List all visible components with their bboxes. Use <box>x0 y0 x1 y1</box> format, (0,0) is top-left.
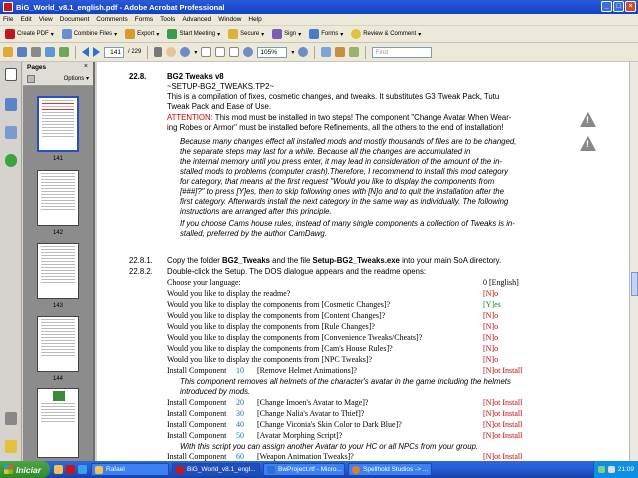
component-number: 10 <box>236 366 244 375</box>
fit-width-icon[interactable] <box>229 47 239 57</box>
menu-forms[interactable]: Forms <box>134 16 154 23</box>
attention-line: ATTENTION: This mod must be installed in two steps! The component "Change Avatar When Wear- <box>167 113 512 122</box>
setup-filename: ~SETUP-BG2_TWEAKS.TP2~ <box>167 82 275 91</box>
note-line: Because many changes effect all installed mods and mostly thousands of files are to be changed, <box>180 137 517 146</box>
dos-answer: [N]ot Install <box>483 452 523 461</box>
dos-answer: [N]o <box>483 355 499 364</box>
menu-help[interactable]: Help <box>248 16 262 23</box>
page-thumbnail-label: 142 <box>52 230 63 236</box>
export-button[interactable]: Export ▾ <box>123 28 161 40</box>
previous-page-icon[interactable] <box>82 47 89 57</box>
component-name: [Remove Helmet Animations]? <box>257 366 357 375</box>
dos-question: Would you like to display the components from [Cosmetic Changes]? <box>167 300 391 309</box>
zoom-in-icon[interactable] <box>298 47 308 57</box>
dos-question: Would you like to display the components from [Convenience Tweaks/Cheats]? <box>167 333 423 342</box>
page-thumbnail-label: 144 <box>52 376 63 382</box>
clock[interactable]: 21:09 <box>617 466 634 473</box>
dos-answer: [N]ot Install <box>483 398 523 407</box>
save-icon[interactable] <box>17 47 27 57</box>
meeting-icon <box>167 29 177 39</box>
dos-question: Would you like to display the components from [Content Changes]? <box>167 311 386 320</box>
page-options-icon[interactable] <box>27 75 35 83</box>
combine-files-button[interactable]: Combine Files ▾ <box>60 28 119 40</box>
vertical-scrollbar[interactable] <box>629 62 638 461</box>
quick-launch <box>54 465 87 474</box>
sign-button[interactable]: Sign ▾ <box>270 28 303 40</box>
dos-answer: [N]o <box>483 333 499 342</box>
start-meeting-button[interactable]: Start Meeting ▾ <box>165 28 222 40</box>
dos-answer: [N]o <box>483 311 499 320</box>
lock-icon <box>228 29 238 39</box>
menu-edit[interactable]: Edit <box>20 16 32 23</box>
email-icon[interactable] <box>45 47 55 57</box>
volume-icon[interactable] <box>608 466 615 473</box>
dos-answer: [N]ot Install <box>483 431 523 440</box>
install-label: Install Component <box>167 398 227 407</box>
dos-question: Choose your language: <box>167 278 241 287</box>
zoom-tool-icon[interactable] <box>180 47 190 57</box>
dos-question: Would you like to display the components from [NPC Tweaks]? <box>167 355 373 364</box>
windows-taskbar <box>0 461 638 478</box>
window-controls <box>601 1 636 12</box>
navigation-pane-rail <box>0 62 22 461</box>
step-text: Copy the folder BG2_Tweaks and the file Setup-BG2_Tweaks.exe into your main SoA directory. <box>167 256 502 265</box>
menu-advanced[interactable]: Advanced <box>182 16 212 23</box>
component-name: [Weapon Animation Tweaks]? <box>257 452 354 461</box>
acrobat-icon <box>176 466 184 474</box>
menu-file[interactable]: File <box>3 16 14 23</box>
component-number: 60 <box>236 452 244 461</box>
select-tool-icon[interactable] <box>154 47 162 57</box>
page-thumbnail-145[interactable] <box>37 388 79 458</box>
component-name: [Avatar Morphing Script]? <box>257 431 343 440</box>
note-line: introduced by mods. <box>180 387 251 396</box>
attachments-icon[interactable] <box>5 412 17 425</box>
install-label: Install Component <box>167 409 227 418</box>
page-total-label: / 229 <box>128 49 142 55</box>
export-icon <box>125 29 135 39</box>
step-text: Double-click the Setup. The DOS dialogue appears and the readme opens: <box>167 267 427 276</box>
taskbar-item-active[interactable]: BiG_World_v8.1_engl... <box>172 463 260 476</box>
component-number: 20 <box>236 398 244 407</box>
actual-size-icon[interactable] <box>201 47 211 57</box>
fit-page-icon[interactable] <box>215 47 225 57</box>
page-thumbnail-143[interactable] <box>37 243 79 299</box>
note-line: If you choose Cams house rules, instead of many single components a collection of Tweaks is in- <box>180 219 515 228</box>
step-number: 22.8.2. <box>129 267 153 276</box>
dos-answer: [N]ot Install <box>483 366 523 375</box>
options-menu[interactable]: Options ▾ <box>63 76 89 82</box>
pen-icon <box>272 29 282 39</box>
tasks-toolbar <box>0 26 638 43</box>
dos-question: Would you like to display the components from [Cam's House Rules]? <box>167 344 393 353</box>
component-name: [Change Nalia's Avatar to Thief]? <box>257 409 365 418</box>
network-icon[interactable] <box>598 466 605 473</box>
install-label: Install Component <box>167 431 227 440</box>
component-name: [Change Imoen's Avatar to Mage]? <box>257 398 369 407</box>
note-line: the internal memory until you press enter, it may lead in consideration of the amount of the in- <box>180 157 503 166</box>
pages-panel-title: Pages <box>27 64 47 71</box>
hand-tool-icon[interactable] <box>166 47 176 57</box>
attention-line: ing Robes or Armor" must be installed before Refinements, all the others to the end of installation! <box>167 123 504 132</box>
quicklaunch-icon[interactable] <box>66 465 75 474</box>
system-tray <box>593 461 638 478</box>
component-name: [Change Viconia's Skin Color to Dark Blue]? <box>257 420 402 429</box>
menu-window[interactable]: Window <box>218 16 242 23</box>
install-label: Install Component <box>167 452 227 461</box>
note-line: first category. Afterwards install the next category in the same way as individually. The following <box>180 197 509 206</box>
dos-answer: 0 [English] <box>483 278 519 287</box>
section-title: BG2 Tweaks v8 <box>167 72 224 81</box>
bookmarks-icon[interactable] <box>5 98 17 111</box>
dos-answer: [N]o <box>483 289 499 298</box>
close-button[interactable]: × <box>625 1 636 12</box>
create-pdf-button[interactable]: Create PDF ▾ <box>3 28 56 40</box>
window-title: BiG_World_v8.1_english.pdf - Adobe Acrobat Professional <box>16 2 225 12</box>
menu-document[interactable]: Document <box>59 16 90 23</box>
quicklaunch-icon[interactable] <box>78 465 87 474</box>
open-icon[interactable] <box>3 47 13 57</box>
scrollbar-thumb[interactable] <box>631 272 638 296</box>
note-line: [###]?" to press [Y]es, then to skip following ones with [N]o and to quit the installation after the <box>180 187 504 196</box>
install-label: Install Component <box>167 366 227 375</box>
pages-panel-icon[interactable] <box>5 68 17 81</box>
dos-answer: [N]o <box>483 322 499 331</box>
step-number: 22.8.1. <box>129 256 153 265</box>
windows-logo-icon <box>4 465 13 474</box>
menu-view[interactable]: View <box>38 16 53 23</box>
menu-bar <box>0 14 638 25</box>
acrobat-app-icon <box>3 2 13 12</box>
pages-panel-close-icon[interactable]: × <box>83 63 88 70</box>
forms-button[interactable]: Forms ▾ <box>307 28 345 40</box>
dos-answer: [Y]es <box>483 300 501 309</box>
document-page <box>97 62 629 461</box>
component-number: 50 <box>236 431 244 440</box>
warning-icon <box>580 112 596 127</box>
warning-icon <box>580 136 596 151</box>
zoom-dropdown-icon[interactable]: ▾ <box>291 49 295 56</box>
note-line: the separate steps may last for a while. Because all the changes are accumulated in <box>180 147 471 156</box>
page-thumbnail-label: 143 <box>52 303 63 309</box>
print-icon[interactable] <box>31 47 41 57</box>
page-thumbnail-label: 141 <box>52 156 63 162</box>
note-line: instructions are arranged after this principle. <box>180 207 332 216</box>
taskbar-item[interactable]: Rafael <box>91 463 169 476</box>
next-page-icon[interactable] <box>93 47 100 57</box>
comments-icon[interactable] <box>5 440 17 453</box>
menu-tools[interactable]: Tools <box>160 16 176 23</box>
note-line: With this script you can assign another Avatar to your HC or all NPCs from your group. <box>180 442 479 451</box>
note-line: This component removes all helmets of the character's avatar in the game including the helmets <box>180 377 511 386</box>
section-number: 22.8. <box>129 72 147 81</box>
note-line: stalled mods to problems (computer crash).Therefore, I recommend to install this mod category <box>180 167 509 176</box>
review-comment-button[interactable]: Review & Comment ▾ <box>349 28 423 40</box>
quicklaunch-icon[interactable] <box>54 465 63 474</box>
component-number: 30 <box>236 409 244 418</box>
secure-button[interactable]: Secure ▾ <box>226 28 266 40</box>
install-label: Install Component <box>167 420 227 429</box>
create-pdf-icon <box>5 29 15 39</box>
component-number: 40 <box>236 420 244 429</box>
rotate-icon[interactable] <box>321 47 331 57</box>
attach-icon[interactable] <box>349 47 359 57</box>
browser-icon <box>352 466 360 474</box>
page-thumbnail-141[interactable] <box>37 96 79 152</box>
dos-question: Would you like to display the components from [Rule Changes]? <box>167 322 375 331</box>
help-icon[interactable] <box>5 154 17 167</box>
navigation-toolbar: 141 / 229 ▾ 105% ▾ Find <box>0 43 638 62</box>
menu-comments[interactable]: Comments <box>96 16 128 23</box>
find-input[interactable]: Find <box>372 47 432 58</box>
dos-answer: [N]o <box>483 344 499 353</box>
maximize-button[interactable]: □ <box>613 1 624 12</box>
note-line: for category, that means at the first request "Would you like to display the components from <box>180 177 495 186</box>
page-number-input[interactable]: 141 <box>104 47 124 58</box>
description-line: This is a compilation of fixes, cosmetic changes, and tweaks. It substitutes G3 Tweak Pack, Tutu <box>167 92 500 101</box>
dos-question: Would you like to display the readme? <box>167 289 291 298</box>
zoom-out-icon[interactable] <box>243 47 253 57</box>
pages-panel <box>23 62 95 461</box>
dos-answer: [N]ot Install <box>483 409 523 418</box>
taskbar-item[interactable]: Spellhold Studios -> ... <box>348 463 432 476</box>
note-line: stalled, preferred by the author CamDawg. <box>180 229 327 238</box>
page-thumbnail-144[interactable] <box>37 316 79 372</box>
attention-label: ATTENTION: <box>167 113 213 122</box>
forms-icon <box>309 29 319 39</box>
pages-panel-header <box>23 62 93 86</box>
comment-icon <box>351 29 361 39</box>
signatures-icon[interactable] <box>5 126 17 139</box>
start-button[interactable]: Iniciar <box>0 461 50 478</box>
word-icon <box>267 466 275 474</box>
page-thumbnail-142[interactable] <box>37 170 79 226</box>
typewriter-icon[interactable] <box>335 47 345 57</box>
description-line: Tweak Pack and Ease of Use. <box>167 102 272 111</box>
minimize-button[interactable]: _ <box>601 1 612 12</box>
dos-answer: [N]ot Install <box>483 420 523 429</box>
zoom-select[interactable]: 105% <box>257 47 287 58</box>
window-titlebar <box>0 0 638 14</box>
taskbar-item[interactable]: BwProject.rtf - Micro... <box>263 463 345 476</box>
search-icon[interactable] <box>59 47 69 57</box>
combine-files-icon <box>62 29 72 39</box>
folder-icon <box>95 466 103 474</box>
